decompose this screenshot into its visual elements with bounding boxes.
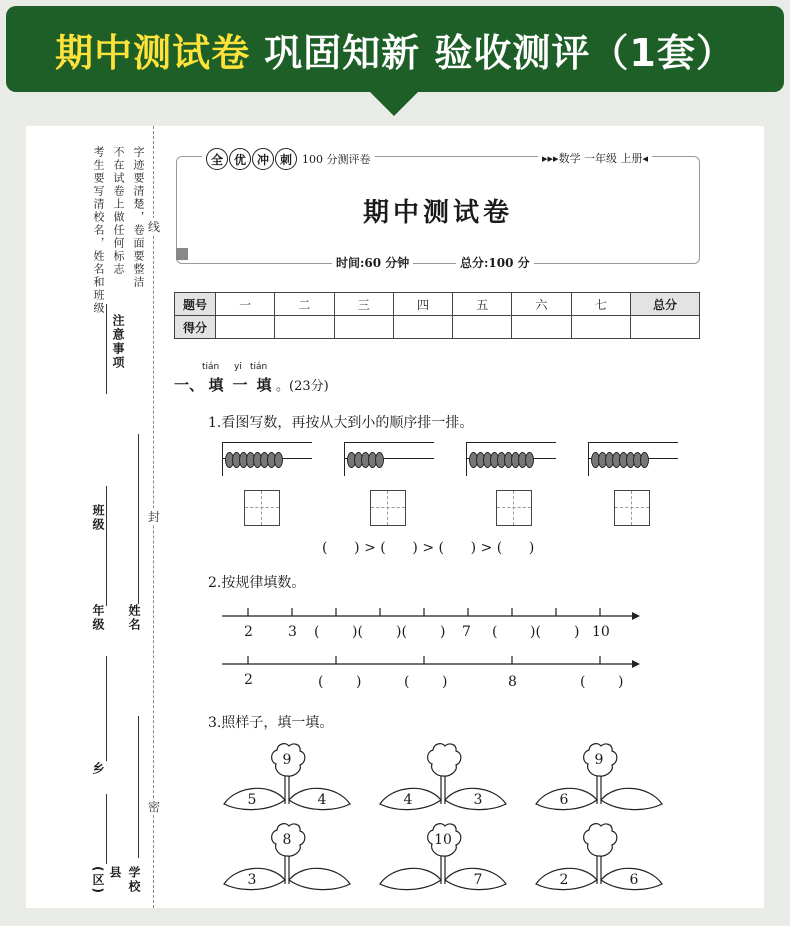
brand-badge [202,148,375,170]
table-row [175,316,700,339]
score-cell[interactable] [631,316,700,339]
blank-paren: ) [356,674,362,690]
banner-text: 巩固知新 验收测评（1套） [264,30,735,75]
order-answer-line: ( ) > ( ) > ( ) > ( ) [322,540,535,556]
answer-box[interactable] [244,490,280,526]
label-class: 班级 [91,504,105,532]
notice-divider [106,304,107,394]
corner-square [176,248,188,260]
flower-left-number: 3 [247,872,257,888]
township-line [106,656,107,761]
table-header-cell: 六 [512,293,571,316]
score-cell[interactable] [334,316,393,339]
flower-top-number: 9 [594,752,604,768]
abacus [588,442,678,482]
label-name: 姓名 [127,604,141,632]
flower-diagram [534,822,664,902]
line2-value: 8 [508,674,517,690]
blank-paren: )( [396,624,407,640]
table-header-cell: 二 [275,293,334,316]
flower-left-number: 4 [403,792,413,808]
flower-diagram [534,742,664,822]
table-header-cell: 题号 [175,293,216,316]
score-table [174,292,700,339]
cut-mark-secret: 密 [148,800,161,814]
abacus [222,442,312,482]
flower-diagram [378,822,508,902]
blank-paren: ( [404,674,410,690]
abacus [466,442,556,482]
label-school: 学校 [127,866,141,894]
score-cell[interactable] [216,316,275,339]
label-township: 乡 [91,762,105,776]
line1-value: 3 [288,624,297,640]
pinyin: yi [234,362,242,372]
section-heading [174,362,329,395]
brand-char: 全 [206,148,228,170]
grade-line [106,486,107,606]
school-line [138,716,139,858]
question-1: 1.看图写数，再按从大到小的顺序排一排。 [208,415,474,431]
flower-diagram [222,822,352,902]
table-row-label: 得分 [175,316,216,339]
brand-char: 优 [229,148,251,170]
blank-paren: ) [574,624,580,640]
table-row [175,293,700,316]
flower-left-number: 6 [559,792,569,808]
abacus-bead [640,452,649,468]
question-3: 3.照样子，填一填。 [208,715,334,731]
question-2: 2.按规律填数。 [208,575,306,591]
label-county: 县(区) [91,866,122,895]
label-grade: 年级 [91,604,105,632]
abacus-bead [525,452,534,468]
table-header-cell: 总分 [631,293,700,316]
abacus [344,442,434,482]
score-cell[interactable] [393,316,452,339]
score-cell[interactable] [275,316,334,339]
section-char: 一 [232,376,248,394]
table-header-cell: 四 [393,293,452,316]
section-char: 填 [208,376,224,394]
notice-line-2: 不在试卷上做任何标志 [112,146,125,276]
total-score: 总分:100 分 [456,254,534,271]
notice-title: 注意事项 [111,314,125,370]
brand-char: 刺 [275,148,297,170]
flower-right-number: 3 [473,792,483,808]
section-score: 。(23分) [276,379,329,394]
blank-paren: ) [442,674,448,690]
county-line [106,794,107,864]
line1-value: 2 [244,624,253,640]
banner-highlight: 期中测试卷 [55,30,251,75]
time-limit: 时间:60 分钟 [332,254,413,271]
table-header-cell: 七 [571,293,630,316]
line2-value: 2 [244,672,253,688]
answer-box[interactable] [496,490,532,526]
pinyin: tián [202,362,220,372]
blank-paren: )( [352,624,363,640]
pinyin: tián [250,362,268,372]
notice-line-1: 考生要写清校名，姓名和班级 [92,146,105,315]
blank-paren: ) [440,624,446,640]
class-line [138,434,139,604]
section-char: 填 [256,376,272,394]
blank-paren: ( [318,674,324,690]
score-cell[interactable] [453,316,512,339]
banner-pointer [368,90,420,116]
flower-left-number: 5 [247,792,257,808]
flower-right-number: 6 [629,872,639,888]
notice-line-3: 字迹要清楚，卷面要整洁 [132,146,145,289]
table-header-cell: 五 [453,293,512,316]
abacus-bead [274,452,283,468]
flower-diagram [222,742,352,822]
section-prefix: 一、 [174,376,205,394]
line1-value: 7 [462,624,471,640]
flower-diagram [378,742,508,822]
table-header-cell: 三 [334,293,393,316]
answer-box[interactable] [370,490,406,526]
brand-suffix: 100 分测评卷 [302,153,371,166]
answer-box[interactable] [614,490,650,526]
abacus-bead [375,452,384,468]
line1-value: 10 [592,624,610,640]
flower-top-number: 8 [282,832,292,848]
table-header-cell: 一 [216,293,275,316]
flower-left-number: 2 [559,872,569,888]
cut-mark-line: 线 [148,220,161,234]
flower-right-number: 4 [317,792,327,808]
flower-right-number: 7 [473,872,483,888]
flower-top-number: 9 [282,752,292,768]
number-lines [220,602,640,692]
blank-paren: ) [618,674,624,690]
exam-paper [26,126,764,908]
blank-paren: ( [314,624,320,640]
score-cell[interactable] [512,316,571,339]
blank-paren: ( [492,624,498,640]
cut-mark-seal: 封 [148,510,161,524]
promo-banner [6,6,784,92]
blank-paren: )( [530,624,541,640]
blank-paren: ( [580,674,586,690]
exam-title: 期中测试卷 [362,198,513,228]
grade-label: ▸▸▸数学 一年级 上册◂ [538,150,652,166]
score-cell[interactable] [571,316,630,339]
brand-char: 冲 [252,148,274,170]
flower-top-number: 10 [434,832,452,848]
